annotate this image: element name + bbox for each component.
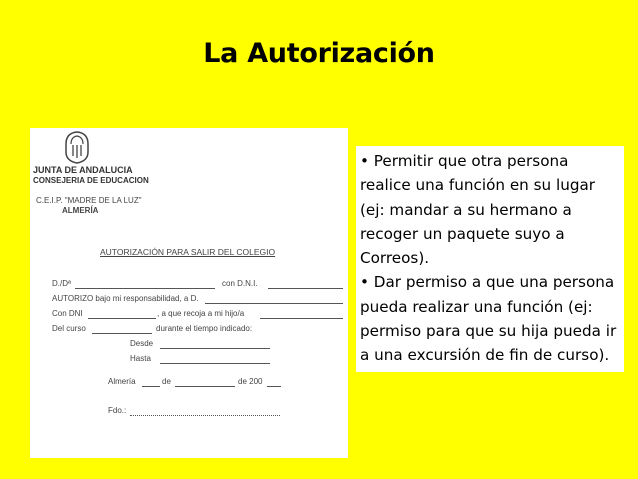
form-field-con-dni-label: Con DNI [52, 309, 83, 318]
form-field-almeria-label: Almería [108, 377, 136, 386]
form-field-recoger-label: , a que recoja a mi hijo/a [157, 309, 245, 318]
slide-title: La Autorización [203, 38, 435, 69]
form-field-day-line [142, 386, 160, 387]
form-field-dni-line [268, 288, 343, 289]
form-field-del-curso-label: Del curso [52, 324, 86, 333]
form-field-desde-line [160, 348, 270, 349]
form-field-recoger-line [260, 318, 343, 319]
form-field-fdo-line [130, 415, 280, 416]
form-field-de2-label: de 200 [238, 377, 263, 386]
form-field-fdo-label: Fdo.: [108, 406, 127, 415]
form-field-name-label: D./Dª [52, 279, 71, 288]
form-school-line1: C.E.I.P. "MADRE DE LA LUZ" [36, 196, 142, 205]
form-field-hasta-label: Hasta [130, 354, 151, 363]
form-org-line2: CONSEJERIA DE EDUCACION [33, 176, 149, 185]
form-field-desde-label: Desde [130, 339, 154, 348]
form-field-autorizo-line [205, 303, 343, 304]
form-school-line2: ALMERÍA [62, 206, 99, 215]
form-field-de1-label: de [162, 377, 171, 386]
form-field-year-line [267, 386, 281, 387]
form-field-autorizo-label: AUTORIZO bajo mi responsabilidad, a D. [52, 294, 199, 303]
bullet-list [356, 146, 624, 372]
form-field-con-dni-line [88, 318, 156, 319]
form-org-line1: JUNTA DE ANDALUCIA [33, 165, 133, 175]
junta-de-andalucia-shield-icon [63, 130, 91, 164]
bullet-item: • Permitir que otra persona realice una función en su lugar (ej: mandar a su hermano a recoger un paquete suyo a Correos). [360, 152, 596, 268]
form-field-dni-label: con D.N.I. [222, 279, 258, 288]
form-title: AUTORIZACIÓN PARA SALIR DEL COLEGIO [100, 247, 276, 257]
form-field-name-line [75, 288, 215, 289]
form-field-hasta-line [160, 363, 270, 364]
form-field-month-line [175, 386, 235, 387]
authorization-form-image [30, 128, 348, 458]
bullet-item: • Dar permiso a que una persona pueda realizar una función (ej: permiso para que su hija pueda ir a una excursión de fin de curso). [360, 273, 617, 365]
form-field-durante-label: durante el tiempo indicado: [156, 324, 253, 333]
form-field-del-curso-line [92, 333, 152, 334]
